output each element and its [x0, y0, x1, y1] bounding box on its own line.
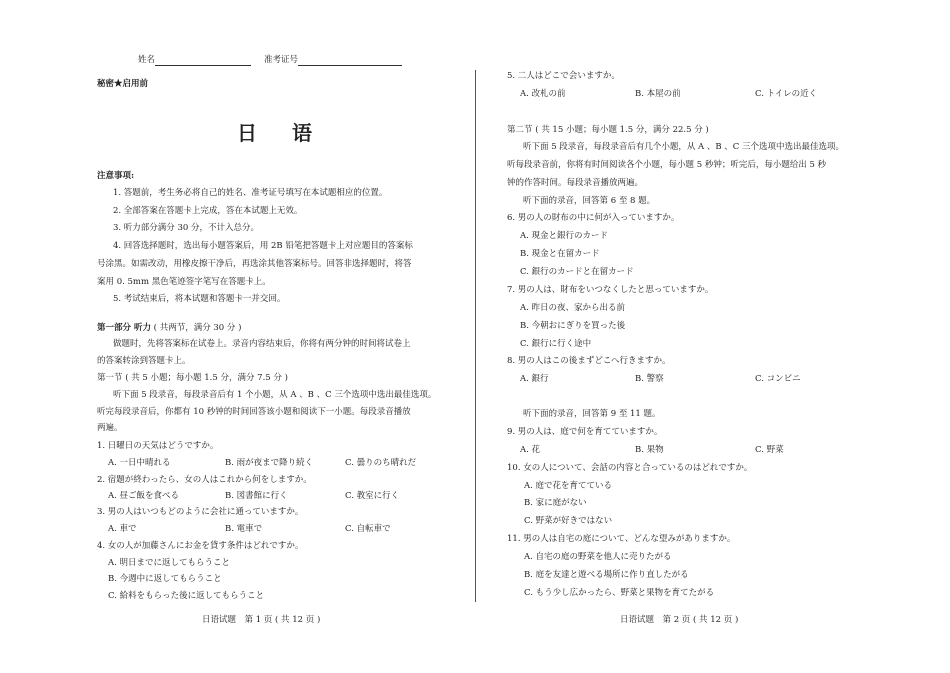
notice-item: 案用 0. 5mm 黑色笔迹签字笔写在答题卡上。 — [97, 277, 271, 287]
question: 9. 男の人は、庭で何を育てていますか。 — [507, 427, 663, 437]
option: C. 銀行に行く途中 — [520, 339, 592, 349]
notice-item: 3. 听力部分满分 30 分，不计入总分。 — [113, 223, 260, 233]
option: C. もう少し広かったら、野菜と果物を育てたがる — [524, 588, 715, 598]
page-footer: 日语试题 第 2 页 ( 共 12 页 ) — [620, 615, 739, 625]
option: B. 図書館に行く — [225, 491, 288, 501]
question: 4. 女の人が加藤さんにお金を貸す条件はどれですか。 — [97, 541, 304, 551]
option: A. 花 — [520, 445, 541, 455]
option: A. 銀行 — [520, 374, 549, 384]
notice-item: 号涂黑。如需改动，用橡皮擦干净后，再选涂其他答案标号。回答非选择题时，将答 — [97, 259, 412, 269]
question: 8. 男の人はこの後まずどこへ行きますか。 — [507, 356, 671, 366]
option: B. 警察 — [635, 374, 664, 384]
option: B. 果物 — [635, 445, 664, 455]
option: C. 野菜が好きではない — [524, 516, 613, 526]
option: A. 現金と銀行のカード — [520, 231, 609, 241]
section2-intro: 听下面 5 段录音，每段录音后有几个小题，从 A 、B 、C 三个选项中选出最佳选项。 — [523, 142, 845, 152]
option: B. 現金と在留カード — [520, 249, 600, 259]
option: B. 電車で — [225, 524, 263, 534]
notice-heading: 注意事项: — [97, 171, 135, 181]
option: A. 明日までに返してもらうこと — [108, 558, 231, 568]
option: A. 一日中晴れる — [108, 458, 171, 468]
option: A. 自宅の庭の野菜を他人に売りたがる — [524, 552, 672, 562]
question: 5. 二人はどこで会いますか。 — [507, 71, 620, 81]
question: 3. 男の人はいつもどのように会社に通っていますか。 — [97, 507, 304, 517]
name-label: 姓名 — [138, 55, 156, 65]
exam-id-field — [264, 54, 402, 66]
option: B. 家に庭がない — [524, 498, 587, 508]
question: 1. 日曜日の天気はどうですか。 — [97, 441, 219, 451]
option: C. トイレの近く — [755, 89, 818, 99]
part1-intro: 做题时，先将答案标在试卷上。录音内容结束后，你将有两分钟的时间将试卷上 — [113, 339, 411, 349]
part1-heading — [97, 322, 241, 334]
option: C. 曇りのち晴れだ — [345, 458, 417, 468]
page-divider — [475, 70, 476, 602]
exam-id-underline — [298, 55, 402, 66]
option: C. 給料をもらった後に返してもらうこと — [108, 591, 265, 601]
exam-id-label: 准考证号 — [264, 55, 299, 65]
question: 11. 男の人は自宅の庭について、どんな望みがありますか。 — [507, 534, 736, 544]
secret-label: 秘密★启用前 — [97, 79, 149, 89]
question: 10. 女の人について、会話の内容と合っているのはどれですか。 — [507, 463, 753, 473]
question: 6. 男の人の財布の中に何が入っていますか。 — [507, 213, 680, 223]
section1-heading: 第一节 ( 共 5 小题；每小题 1.5 分，满分 7.5 分 ) — [97, 373, 288, 383]
notice-item: 5. 考试结束后，将本试题和答题卡一并交回。 — [113, 294, 286, 304]
option: C. 銀行のカードと在留カード — [520, 267, 634, 277]
notice-item: 1. 答题前，考生务必将自己的姓名、准考证号填写在本试题相应的位置。 — [113, 188, 388, 198]
option: C. 教室に行く — [345, 491, 400, 501]
option: B. 雨が夜まで降り続く — [225, 458, 314, 468]
option: A. 庭で花を育てている — [524, 481, 613, 491]
option: B. 今朝おにぎりを買った後 — [520, 321, 626, 331]
name-field — [138, 54, 251, 66]
section1-intro: 听完每段录音后，你都有 10 秒钟的时间回答该小题和阅读下一小题。每段录音播放 — [97, 407, 411, 417]
notice-item: 4. 回答选择题时，选出每小题答案后，用 2B 铅笔把答题卡上对应题目的答案标 — [113, 241, 413, 251]
part1-title: 第一部分 听力 — [97, 323, 151, 333]
group-intro: 听下面的录音，回答第 6 至 8 题。 — [523, 196, 656, 206]
question: 7. 男の人は、財布をいつなくしたと思っていますか。 — [507, 285, 714, 295]
option: A. 昼ご飯を食べる — [108, 491, 180, 501]
option: C. コンビニ — [755, 374, 801, 384]
option: C. 自転車で — [345, 524, 391, 534]
notice-item: 2. 全部答案在答题卡上完成，答在本试题上无效。 — [113, 206, 303, 216]
option: B. 庭を友達と遊べる場所に作り直したがる — [524, 570, 689, 580]
part1-intro: 的答案转涂到答题卡上。 — [97, 356, 191, 366]
name-underline — [155, 55, 251, 66]
question: 2. 宿題が終わったら、女の人はこれから何をしますか。 — [97, 475, 312, 485]
group-intro: 听下面的录音，回答第 9 至 11 题。 — [523, 409, 661, 419]
page-title: 日 语 — [237, 121, 326, 145]
option: C. 野菜 — [755, 445, 784, 455]
option: A. 車で — [108, 524, 137, 534]
section2-intro: 听每段录音前，你将有时间阅读各个小题，每小题 5 秒钟；听完后，每小题给出 5 秒 — [507, 160, 827, 170]
part1-detail: ( 共两节，满分 30 分 ) — [153, 323, 242, 333]
page-footer: 日语试题 第 1 页 ( 共 12 页 ) — [202, 615, 321, 625]
section2-heading: 第二节 ( 共 15 小题；每小题 1.5 分，满分 22.5 分 ) — [507, 125, 709, 135]
option: B. 本屋の前 — [635, 89, 681, 99]
section1-intro: 听下面 5 段录音，每段录音后有 1 个小题，从 A 、B 、C 三个选项中选出最佳选项。 — [113, 390, 437, 400]
option: B. 今週中に返してもらうこと — [108, 574, 222, 584]
option: A. 昨日の夜、家から出る前 — [520, 303, 626, 313]
option: A. 改札の前 — [520, 89, 566, 99]
section2-intro: 钟的作答时间。每段录音播放两遍。 — [507, 178, 644, 188]
section1-intro: 两遍。 — [97, 423, 123, 433]
